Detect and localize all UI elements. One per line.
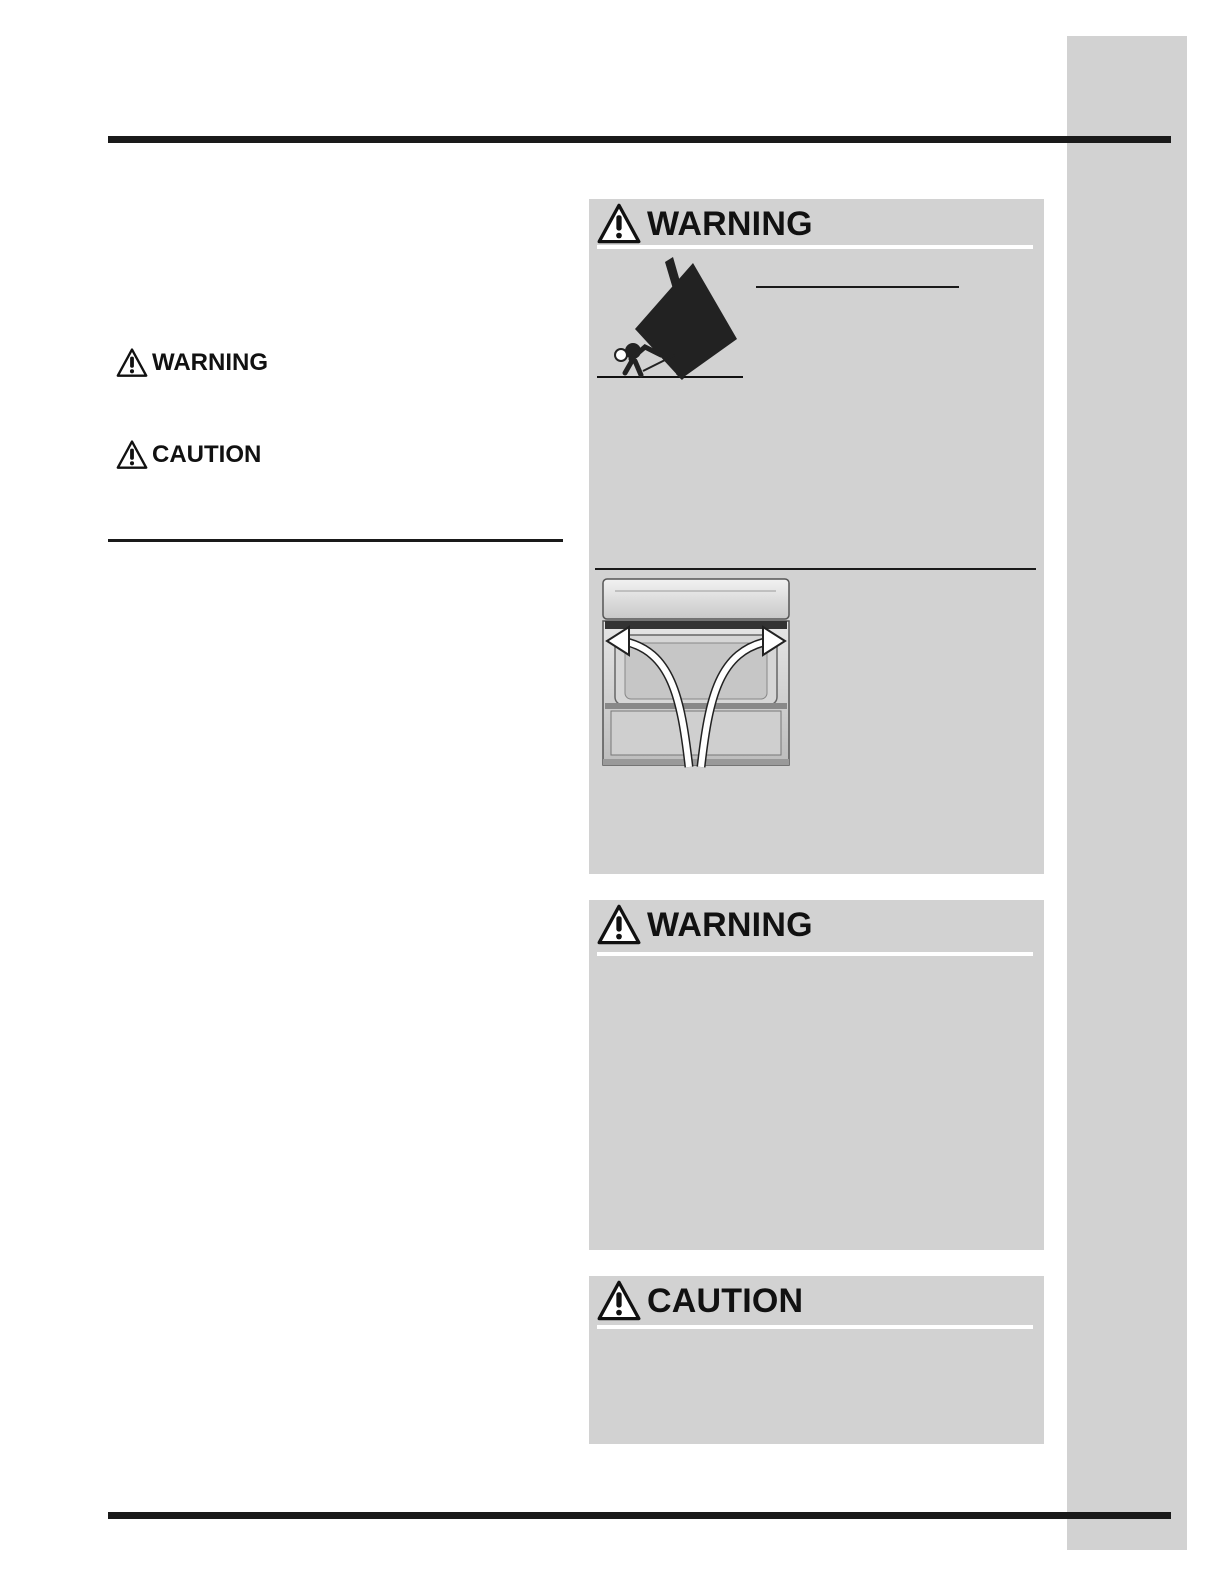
warning-definition-label [116,348,268,378]
section-divider [108,539,563,542]
oven-door-illustration [601,577,791,769]
caution-label-text: CAUTION [152,441,262,468]
caution-box [589,1276,1044,1444]
heading-rule [597,1325,1033,1329]
box-heading-text: WARNING [647,204,813,243]
warning-triangle-icon [116,440,148,470]
heading-rule [597,245,1033,249]
footer-rule [108,1512,1171,1519]
box-heading [597,1280,803,1322]
tip-over-illustration [595,255,745,383]
box-heading [597,904,813,946]
title-underline [756,286,959,288]
second-warning-box [589,900,1044,1250]
tip-over-warning-box [589,199,1044,874]
header-rule [108,136,1171,143]
heading-rule [597,952,1033,956]
box-heading-text: CAUTION [647,1281,804,1320]
box-divider [595,568,1036,570]
box-heading [597,203,813,245]
warning-triangle-icon [597,1280,641,1322]
warning-triangle-icon [597,904,641,946]
caution-definition-label [116,440,261,470]
warning-triangle-icon [116,348,148,378]
warning-label-text: WARNING [152,349,268,376]
side-tab [1067,36,1187,1550]
warning-triangle-icon [597,203,641,245]
box-heading-text: WARNING [647,905,813,944]
